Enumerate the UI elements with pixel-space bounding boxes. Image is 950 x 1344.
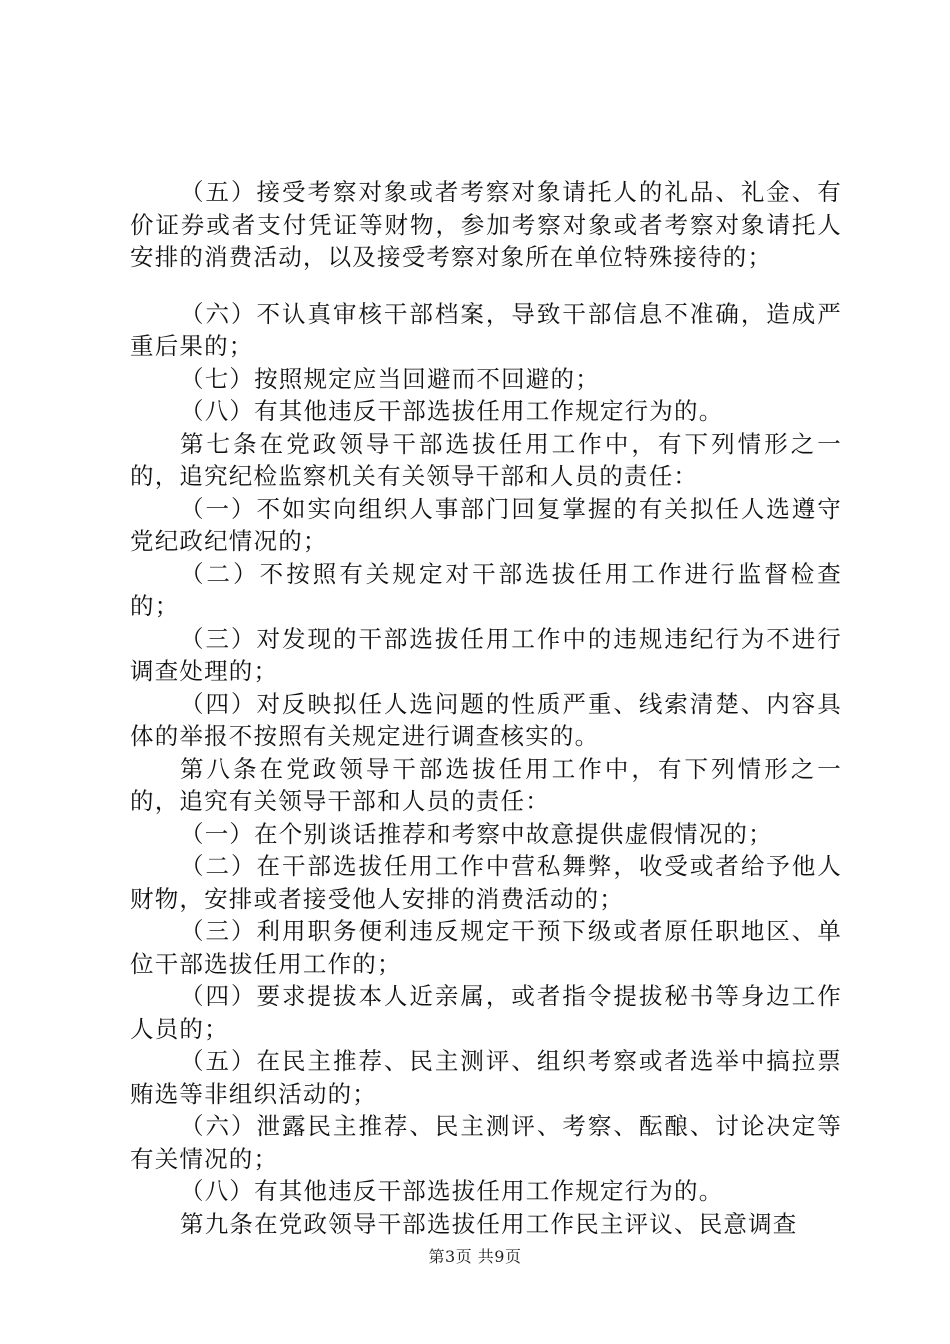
article-7-item-2: （二）不按照有关规定对干部选拔任用工作进行监督检查的； [130,559,842,620]
paragraph-gap [130,274,842,298]
paragraph-item-7: （七）按照规定应当回避而不回避的； [180,364,600,393]
article-8-heading: 第八条在党政领导干部选拔任用工作中，有下列情形之一的，追究有关领导干部和人员的责任： [130,754,842,815]
paragraph-item-6: （六）不认真审核干部档案，导致干部信息不准确，造成严重后果的； [130,299,842,360]
article-8-item-1: （一）在个别谈话推荐和考察中故意提供虚假情况的； [180,819,773,848]
paragraph-item-5: （五）接受考察对象或者考察对象请托人的礼品、礼金、有价证券或者支付凭证等财物，参加考察对象或者考察对象请托人安排的消费活动，以及接受考察对象所在单位特殊接待的； [130,178,842,271]
article-8-item-3: （三）利用职务便利违反规定干预下级或者原任职地区、单位干部选拔任用工作的； [130,917,842,978]
article-7-item-1: （一）不如实向组织人事部门回复掌握的有关拟任人选遵守党纪政纪情况的； [130,494,842,555]
article-7-heading: 第七条在党政领导干部选拔任用工作中，有下列情形之一的，追究纪检监察机关有关领导干部和人员的责任： [130,429,842,490]
article-9-heading: 第九条在党政领导干部选拔任用工作民主评议、民意调查 [180,1209,798,1238]
article-8-item-8: （八）有其他违反干部选拔任用工作规定行为的。 [180,1177,724,1205]
article-8-item-4: （四）要求提拔本人近亲属，或者指令提拔秘书等身边工作人员的； [130,982,842,1043]
article-7-item-4: （四）对反映拟任人选问题的性质严重、线索清楚、内容具体的举报不按照有关规定进行调查核实的。 [130,689,842,750]
paragraph-item-8: （八）有其他违反干部选拔任用工作规定行为的。 [180,397,724,425]
article-8-item-2: （二）在干部选拔任用工作中营私舞弊，收受或者给予他人财物，安排或者接受他人安排的消费活动的； [130,852,842,913]
page-number-footer: 第3页 共9页 [428,1247,522,1266]
article-8-item-5: （五）在民主推荐、民主测评、组织考察或者选举中搞拉票贿选等非组织活动的； [130,1047,842,1108]
document-body [130,176,842,1240]
article-8-item-6: （六）泄露民主推荐、民主测评、考察、酝酿、讨论决定等有关情况的； [130,1112,842,1173]
article-7-item-3: （三）对发现的干部选拔任用工作中的违规违纪行为不进行调查处理的； [130,624,842,685]
